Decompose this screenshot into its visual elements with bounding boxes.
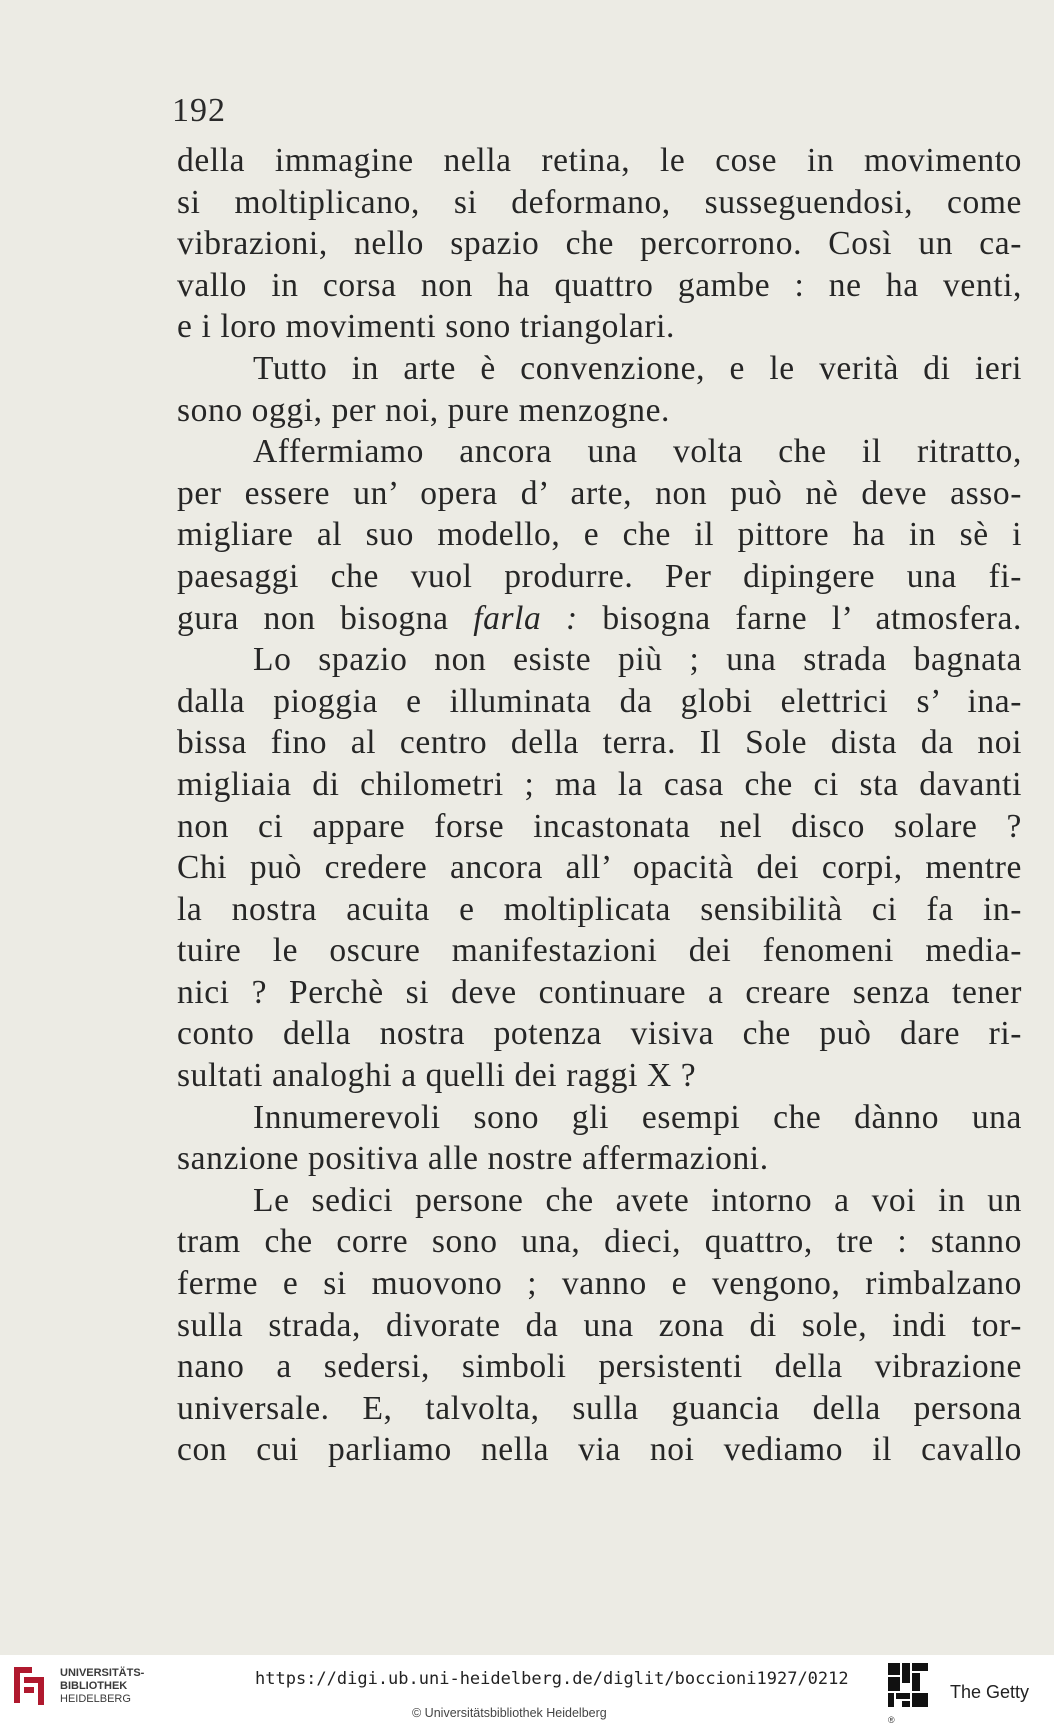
text-line: sultati analoghi a quelli dei raggi X ? xyxy=(177,1057,697,1095)
text-line: universale. E, talvolta, sulla guancia della persona xyxy=(177,1389,1022,1427)
italic-word: farla : xyxy=(473,599,578,637)
text-line: tram che corre sono una, dieci, quattro, tre : stanno xyxy=(177,1223,1022,1261)
text-line: sanzione positiva alle nostre affermazioni. xyxy=(177,1140,769,1178)
library-logo-icon xyxy=(10,1663,50,1709)
permalink-url[interactable]: https://digi.ub.uni-heidelberg.de/diglit/boccioni1927/0212 xyxy=(255,1669,849,1689)
text-segment: bisogna farne l’ atmosfera. xyxy=(602,599,1022,637)
text-line: per essere un’ opera d’ arte, non può nè deve asso- xyxy=(177,474,1022,512)
copyright-notice: © Universitätsbibliothek Heidelberg xyxy=(412,1706,607,1720)
text-line: la nostra acuita e moltiplicata sensibilità ci fa in- xyxy=(177,890,1022,928)
text-line: nano a sedersi, simboli persistenti della vibrazione xyxy=(177,1348,1022,1386)
registered-mark: ® xyxy=(888,1715,895,1725)
text-line: della immagine nella retina, le cose in movimento xyxy=(177,142,1022,179)
text-line: sulla strada, divorate da una zona di sole, indi tor- xyxy=(177,1306,1022,1344)
text-line: sono oggi, per noi, pure menzogne. xyxy=(177,391,671,429)
text-line: e i loro movimenti sono triangolari. xyxy=(177,308,675,346)
text-line: nici ? Perchè si deve continuare a creare senza tener xyxy=(177,973,1022,1011)
text-line: con cui parliamo nella via noi vediamo il cavallo xyxy=(177,1431,1022,1469)
text-line: vibrazioni, nello spazio che percorrono. Così un ca- xyxy=(177,225,1022,263)
text-line: tuire le oscure manifestazioni dei fenomeni media- xyxy=(177,932,1022,970)
text-line: migliaia di chilometri ; ma la casa che ci sta davanti xyxy=(177,765,1022,803)
text-line-mixed xyxy=(177,598,1022,640)
page-number: 192 xyxy=(172,92,226,129)
library-name-line: HEIDELBERG xyxy=(60,1693,131,1705)
text-line: Lo spazio non esiste più ; una strada bagnata xyxy=(253,641,1022,679)
getty-name: The Getty xyxy=(950,1682,1030,1702)
text-line: migliare al suo modello, e che il pittore ha in sè i xyxy=(177,516,1022,554)
text-line: vallo in corsa non ha quattro gambe : ne ha venti, xyxy=(177,266,1022,304)
text-line: Tutto in arte è convenzione, e le verità di ieri xyxy=(253,349,1022,387)
text-line: dalla pioggia e illuminata da globi elettrici s’ ina- xyxy=(177,682,1022,720)
library-name-line: UNIVERSITÄTS- xyxy=(60,1667,145,1679)
text-line: Chi può credere ancora all’ opacità dei corpi, mentre xyxy=(177,849,1022,887)
text-segment: gura non bisogna xyxy=(177,599,449,637)
getty-logo-icon xyxy=(886,1661,930,1709)
text-line: Le sedici persone che avete intorno a voi in un xyxy=(253,1181,1022,1219)
library-name-line: BIBLIOTHEK xyxy=(60,1680,128,1692)
library-name xyxy=(60,1667,144,1706)
text-line: bissa fino al centro della terra. Il Sole dista da noi xyxy=(177,724,1022,762)
text-line: conto della nostra potenza visiva che può dare ri- xyxy=(177,1015,1022,1053)
text-line: si moltiplicano, si deformano, susseguendosi, come xyxy=(177,183,1022,221)
body-text xyxy=(177,140,1022,1471)
text-line: ferme e si muovono ; vanno e vengono, rimbalzano xyxy=(177,1265,1022,1303)
text-line: non ci appare forse incastonata nel disco solare ? xyxy=(177,807,1022,845)
text-line: Affermiamo ancora una volta che il ritratto, xyxy=(253,433,1022,471)
footer-bar xyxy=(0,1655,1054,1731)
text-line: Innumerevoli sono gli esempi che dànno una xyxy=(253,1098,1022,1136)
text-line: paesaggi che vuol produrre. Per dipingere una fi- xyxy=(177,557,1022,595)
